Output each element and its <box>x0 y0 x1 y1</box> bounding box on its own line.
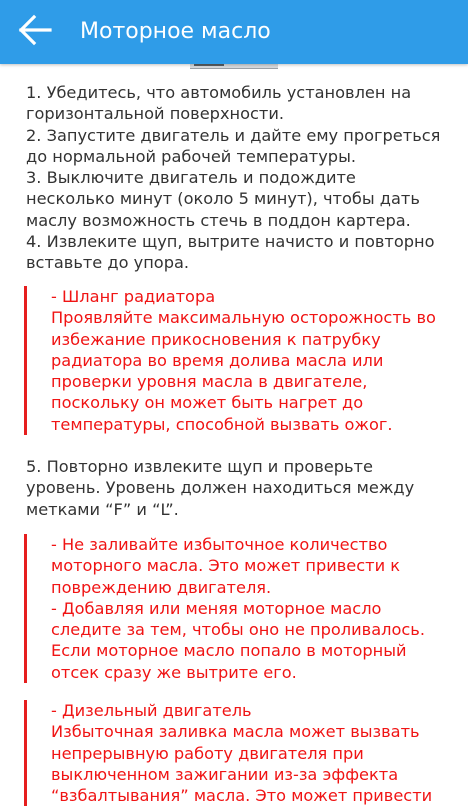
warning-radiator-hose <box>24 286 447 435</box>
warning-oil-overfill <box>24 534 447 683</box>
warning-text: - Не заливайте избыточное количество моторного масла. Это может привести к повреждению двигателя. - Добавляя или меняя моторное масло следите за тем, чтобы оно не проливалось. Если моторное масло попало в моторный отсек сразу же вытрите его. <box>51 535 425 682</box>
app-bar <box>0 0 468 64</box>
back-button[interactable] <box>18 14 58 50</box>
article-content[interactable] <box>0 64 468 806</box>
page-title: Моторное масло <box>80 19 271 44</box>
warning-text: - Шланг радиатора Проявляйте максимальную осторожность во избежание прикосновения к патрубку радиатора во время долива масла или проверки уровня масла в двигателе, поскольку он может быть нагрет до температуры, способной вызвать ожог. <box>51 287 436 434</box>
arrow-left-icon <box>18 14 52 46</box>
steps-1-4: 1. Убедитесь, что автомобиль установлен на горизонтальной поверхности. 2. Запустите двигатель и дайте ему прогреться до нормальной рабочей температуры. 3. Выключите двигатель и подождите несколько минут (около 5 минут), чтобы дать маслу возможность стечь в поддон картера. 4. Извлеките щуп, вытрите начисто и повторно вставьте до упора. <box>26 83 441 273</box>
warning-diesel-engine <box>24 700 447 806</box>
warning-text: - Дизельный двигатель Избыточная заливка масла может вызвать непрерывную работу двигателя при выключенном зажигании из-за эффекта “взбалтывания” масла. Это может привести <box>51 701 433 806</box>
step-5: 5. Повторно извлеките щуп и проверьте уровень. Уровень должен находиться между метками “F” и “L”. <box>26 457 415 519</box>
